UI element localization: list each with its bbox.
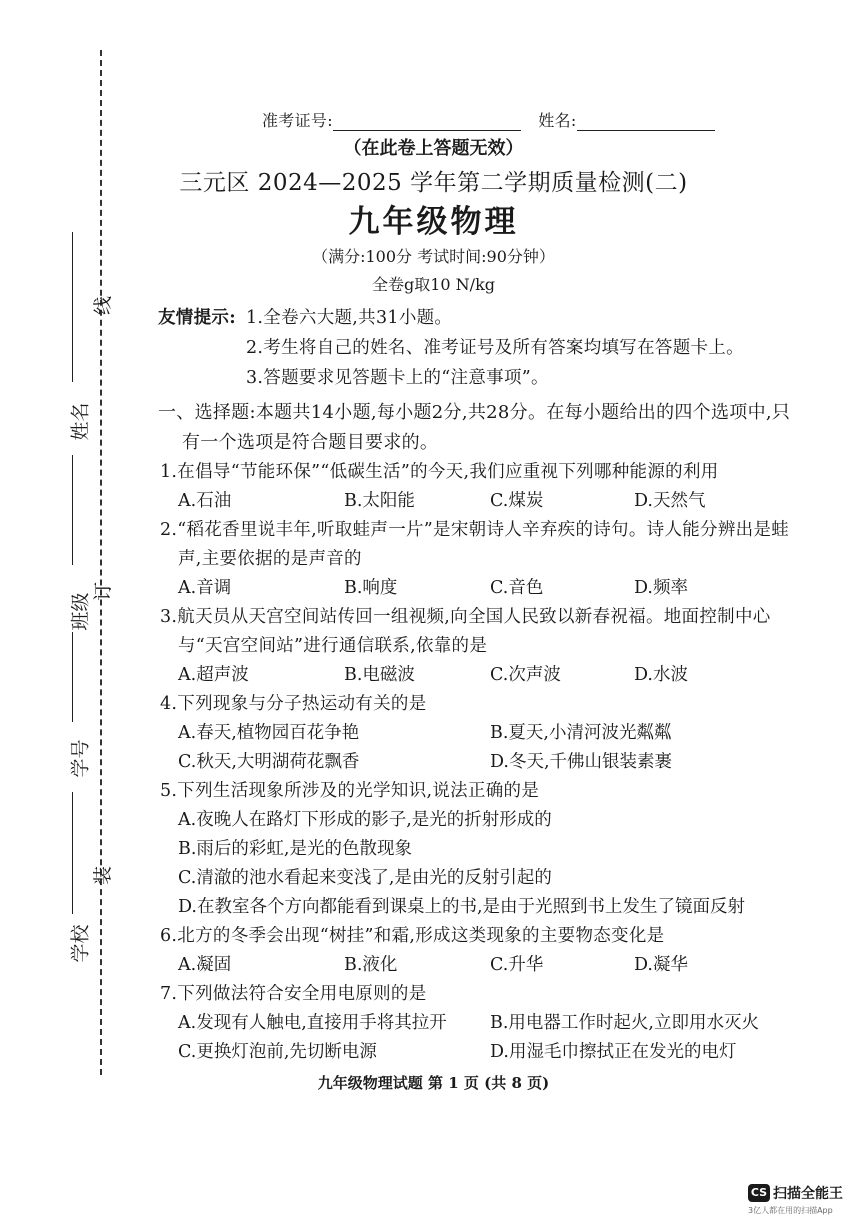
question-6-option-b[interactable]: B.液化 [344, 955, 398, 975]
question-3-option-d[interactable]: D.水波 [634, 665, 688, 685]
question-2-option-d[interactable]: D.频率 [634, 578, 688, 598]
section-heading: 一、选择题:本题共14小题,每小题2分,共28分。在每小题给出的四个选项中,只 [158, 402, 791, 423]
question-5-option-b[interactable]: B.雨后的彩虹,是光的色散现象 [178, 839, 412, 859]
question-7-option-c[interactable]: C.更换灯泡前,先切断电源 [178, 1042, 377, 1062]
question-4-option-b[interactable]: B.夏天,小清河波光粼粼 [490, 723, 672, 743]
scanner-watermark [748, 1182, 843, 1216]
score-time-info: （满分:100分 考试时间:90分钟） [312, 247, 555, 266]
question-4-stem: 4.下列现象与分子热运动有关的是 [160, 694, 427, 714]
field-student-id-label: 学号 [69, 739, 92, 778]
question-4-option-d[interactable]: D.冬天,千佛山银装素裹 [490, 752, 673, 772]
watermark-tagline: 3亿人都在用的扫描App [748, 1205, 833, 1215]
question-7-option-d[interactable]: D.用湿毛巾擦拭正在发光的电灯 [490, 1042, 737, 1062]
page-footer: 九年级物理试题 第 1 页 (共 8 页) [317, 1074, 550, 1092]
binding-mark-line: 线 [92, 295, 115, 316]
question-2-option-c[interactable]: C.音色 [490, 578, 544, 598]
name-label: 姓名: [538, 111, 577, 130]
question-7-option-a[interactable]: A.发现有人触电,直接用手将其拉开 [178, 1013, 447, 1033]
question-4-option-a[interactable]: A.春天,植物园百花争艳 [178, 723, 360, 743]
question-2-option-a[interactable]: A.音调 [178, 578, 232, 598]
question-1-option-a[interactable]: A.石油 [178, 491, 232, 511]
question-7-option-b[interactable]: B.用电器工作时起火,立即用水灭火 [490, 1013, 759, 1033]
exam-id-blank[interactable] [333, 112, 521, 131]
exam-id-field [262, 108, 715, 131]
camscanner-logo-icon: CS [748, 1184, 770, 1202]
field-name-label: 姓名 [69, 402, 92, 441]
question-5-stem: 5.下列生活现象所涉及的光学知识,说法正确的是 [160, 781, 540, 801]
question-5-option-d[interactable]: D.在教室各个方向都能看到课桌上的书,是由于光照到书上发生了镜面反射 [178, 897, 746, 917]
question-6-stem: 6.北方的冬季会出现“树挂”和霜,形成这类现象的主要物态变化是 [160, 926, 665, 946]
question-3-stem: 3.航天员从天宫空间站传回一组视频,向全国人民致以新春祝福。地面控制中心 [160, 607, 771, 627]
question-4-option-c[interactable]: C.秋天,大明湖荷花飘香 [178, 752, 360, 772]
question-1-option-c[interactable]: C.煤炭 [490, 491, 544, 511]
tip-item: 3.答题要求见答题卡上的“注意事项”。 [246, 368, 549, 388]
class-blank-line[interactable] [72, 455, 73, 565]
question-7-stem: 7.下列做法符合安全用电原则的是 [160, 984, 427, 1004]
question-5-option-c[interactable]: C.清澈的池水看起来变浅了,是由光的反射引起的 [178, 868, 552, 888]
exam-title: 三元区 2024—2025 学年第二学期质量检测(二) [179, 170, 688, 196]
question-5-option-a[interactable]: A.夜晚人在路灯下形成的影子,是光的折射形成的 [178, 810, 552, 830]
question-2-stem: 2.“稻花香里说丰年,听取蛙声一片”是宋朝诗人辛弃疾的诗句。诗人能分辨出是蛙 [160, 520, 790, 540]
invalid-notice: （在此卷上答题无效） [343, 138, 524, 159]
student-id-blank-line[interactable] [72, 632, 73, 722]
binding-mark-bind: 订 [92, 581, 115, 602]
binding-mark-seal: 装 [92, 865, 115, 886]
question-1-stem: 1.在倡导“节能环保”“低碳生活”的今天,我们应重视下列哪种能源的利用 [160, 462, 719, 482]
question-6-option-d[interactable]: D.凝华 [634, 955, 688, 975]
section-heading-cont: 有一个选项是符合题目要求的。 [182, 432, 439, 453]
watermark-app-name: 扫描全能王 [773, 1185, 843, 1202]
question-1-option-b[interactable]: B.太阳能 [344, 491, 415, 511]
question-6-option-a[interactable]: A.凝固 [178, 955, 232, 975]
question-3-option-a[interactable]: A.超声波 [178, 665, 249, 685]
field-class-label: 班级 [69, 592, 92, 631]
exam-id-label: 准考证号: [262, 111, 333, 130]
field-school-label: 学校 [69, 924, 92, 963]
question-6-option-c[interactable]: C.升华 [490, 955, 544, 975]
question-3-stem-cont: 与“天宫空间站”进行通信联系,依靠的是 [178, 636, 488, 656]
subject-title: 九年级物理 [348, 204, 519, 240]
question-2-stem-cont: 声,主要依据的是声音的 [178, 549, 362, 569]
question-3-option-c[interactable]: C.次声波 [490, 665, 561, 685]
school-blank-line[interactable] [72, 792, 73, 914]
name-blank[interactable] [577, 112, 715, 131]
gravity-note: 全卷g取10 N/kg [371, 275, 496, 294]
tips-label: 友情提示: [158, 308, 236, 328]
tip-item: 1.全卷六大题,共31小题。 [246, 308, 453, 328]
question-3-option-b[interactable]: B.电磁波 [344, 665, 415, 685]
question-1-option-d[interactable]: D.天然气 [634, 491, 706, 511]
tip-item: 2.考生将自己的姓名、准考证号及所有答案均填写在答题卡上。 [246, 338, 744, 358]
question-2-option-b[interactable]: B.响度 [344, 578, 398, 598]
